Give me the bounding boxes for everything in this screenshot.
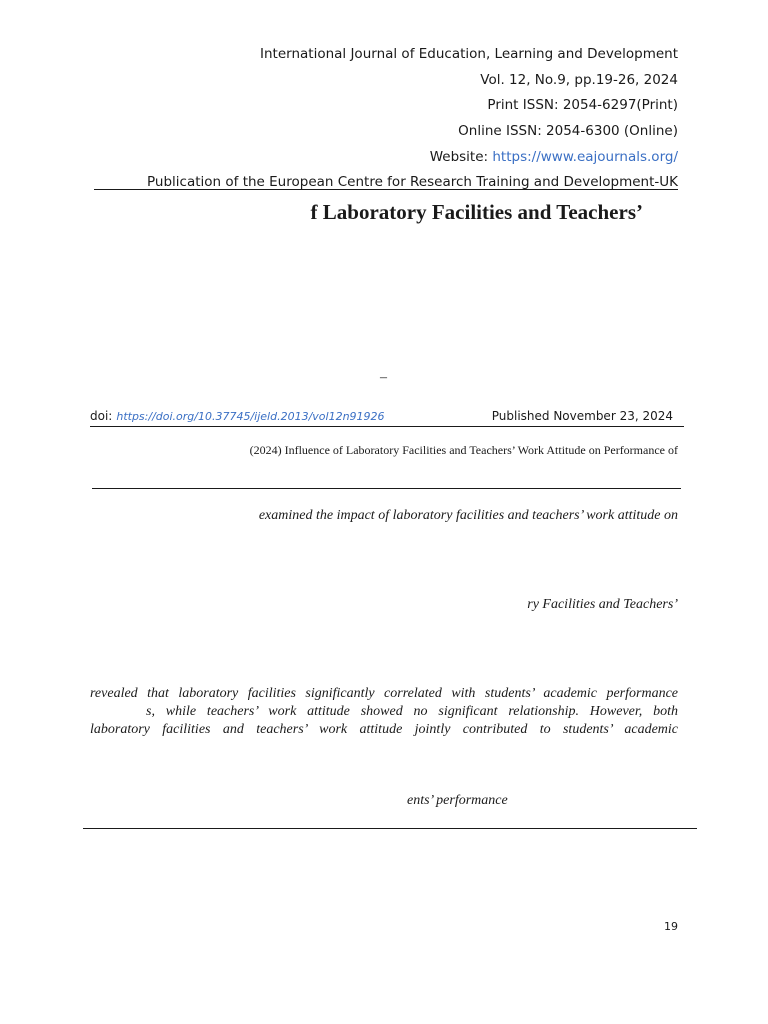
citation-text: (2024) Influence of Laboratory Facilities and Teachers’ Work Attitude on Performance of [249,443,678,457]
journal-name: International Journal of Education, Learning and Development [260,46,678,62]
volume-info: Vol. 12, No.9, pp.19-26, 2024 [480,72,678,88]
website-label: Website: [429,149,493,165]
doi-line [90,409,385,423]
website-link[interactable]: https://www.eajournals.org/ [492,149,678,165]
article-title: f Laboratory Facilities and Teachers’ [310,200,643,224]
website-line [430,149,678,165]
page-number: 19 [664,920,678,933]
citation-rule [92,488,681,489]
abstract-line-1: examined the impact of laboratory facilities and teachers’ work attitude on [258,508,678,523]
header-rule [94,189,678,190]
abstract-para-line-2: s, while teachers’ work attitude showed no significant relationship. However, both [146,704,678,719]
author-separator: – [380,370,387,385]
doi-label: doi: [90,409,113,423]
abstract-rule [83,828,697,829]
publisher-line: Publication of the European Centre for Research Training and Development-UK [147,174,678,190]
abstract-paragraph [90,685,678,739]
doi-link[interactable]: https://doi.org/10.37745/ijeld.2013/vol12n91926 [116,410,385,423]
published-date: Published November 23, 2024 [491,409,673,423]
abstract-para-line-1: revealed that laboratory facilities significantly correlated with students’ academic performance [90,686,678,701]
online-issn: Online ISSN: 2054-6300 (Online) [458,123,678,139]
print-issn: Print ISSN: 2054-6297(Print) [487,97,678,113]
abstract-line-2: ry Facilities and Teachers’ [527,597,678,612]
abstract-para-line-3: laboratory facilities and teachers’ work attitude jointly contributed to students’ academic [90,722,678,737]
keywords-fragment: ents’ performance [407,793,508,808]
doi-rule [90,426,684,427]
